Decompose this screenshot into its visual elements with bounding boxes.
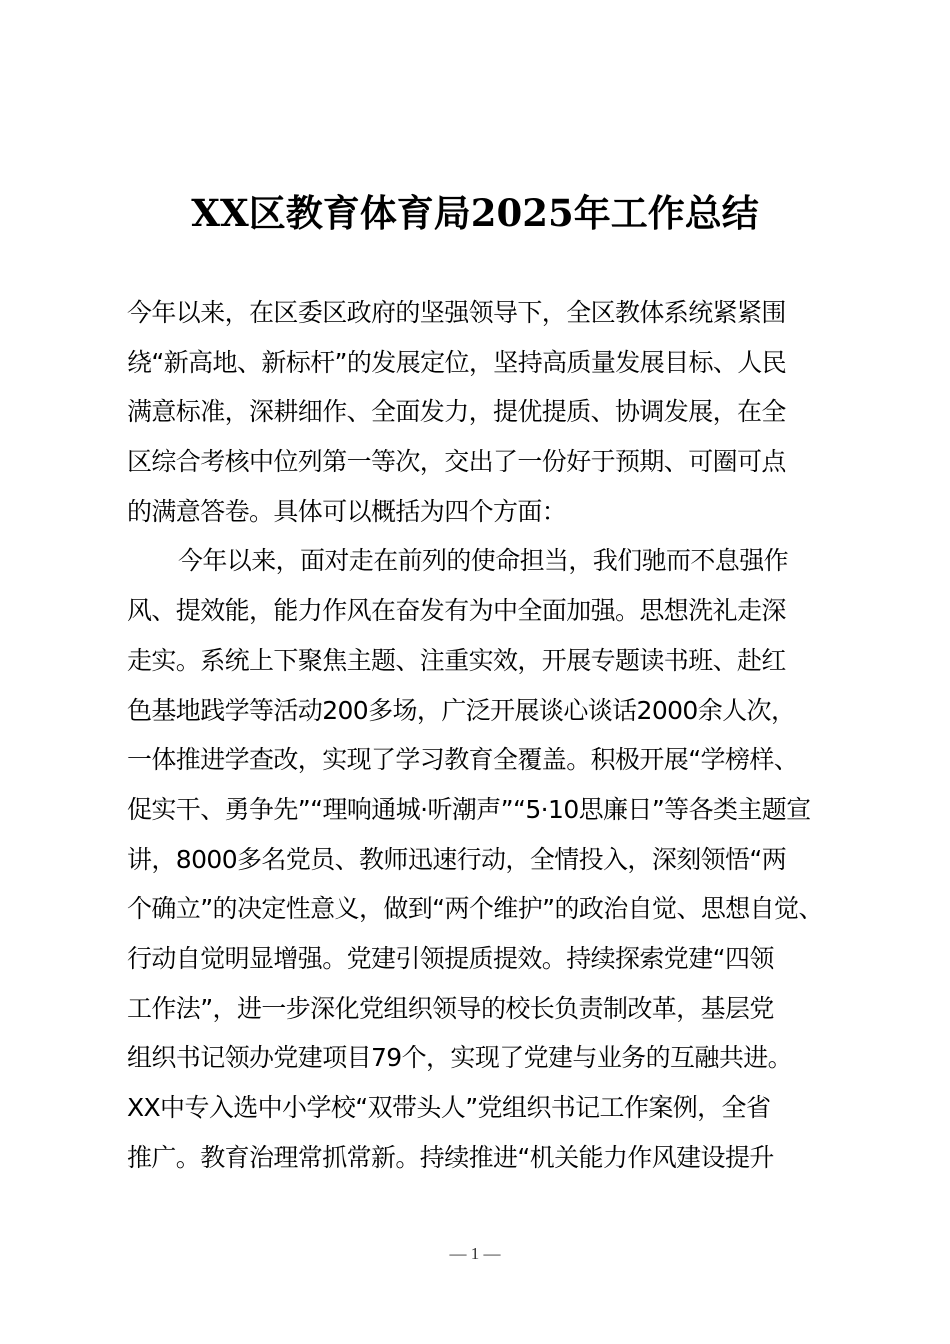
text-line: 工作法”，进一步深化党组织领导的校长负责制改革，基层党 <box>127 993 774 1023</box>
text-line: 绕“新高地、新标杆”的发展定位，坚持高质量发展目标、人民 <box>127 347 787 377</box>
text-line: 区综合考核中位列第一等次，交出了一份好于预期、可圈可点 <box>127 447 786 477</box>
text-line: 讲，8000多名党员、教师迅速行动，全情投入，深刻领悟“两 <box>127 844 787 874</box>
text-line: 今年以来，面对走在前列的使命担当，我们驰而不息强作 <box>178 546 789 576</box>
text-line: 推广。教育治理常抓常新。持续推进“机关能力作风建设提升 <box>127 1142 774 1172</box>
text-line: 的满意答卷。具体可以概括为四个方面： <box>127 496 567 526</box>
text-line: 行动自觉明显增强。党建引领提质提效。持续探索党建“四领 <box>127 943 774 973</box>
text-line: 个确立”的决定性意义，做到“两个维护”的政治自觉、思想自觉、 <box>127 894 823 924</box>
text-line: 走实。系统上下聚焦主题、注重实效，开展专题读书班、赴红 <box>127 645 786 675</box>
text-line: 风、提效能，能力作风在奋发有为中全面加强。思想洗礼走深 <box>127 596 786 626</box>
text-line: 今年以来，在区委区政府的坚强领导下，全区教体系统紧紧围 <box>127 298 786 327</box>
text-line: 组织书记领办党建项目79个，实现了党建与业务的互融共进。 <box>127 1043 793 1073</box>
text-line: 色基地践学等活动200多场，广泛开展谈心谈话2000余人次， <box>127 695 796 725</box>
text-line: XX中专入选中小学校“双带头人”党组织书记工作案例，全省 <box>127 1093 771 1122</box>
document-title: XX区教育体育局2025年工作总结 <box>191 191 759 235</box>
document-body <box>127 288 847 1182</box>
text-line: 一体推进学查改，实现了学习教育全覆盖。积极开展“学榜样、 <box>127 745 799 775</box>
page-number: — 1 — <box>449 1244 501 1263</box>
text-line: 满意标准，深耕细作、全面发力，提优提质、协调发展，在全 <box>127 397 786 427</box>
text-line: 促实干、勇争先”“理响通城·听潮声”“5·10思廉日”等各类主题宣 <box>127 794 811 824</box>
